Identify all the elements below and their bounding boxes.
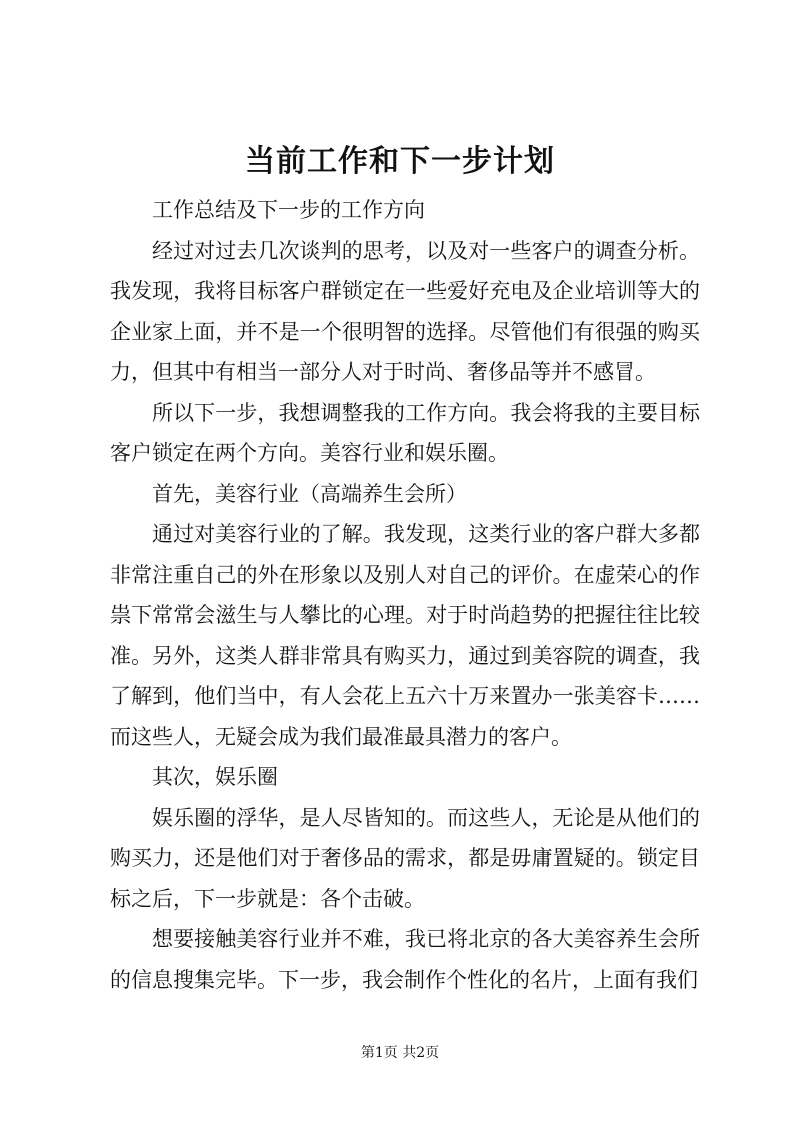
paragraph: 娱乐圈的浮华，是人尽皆知的。而这些人，无论是从他们的购买力，还是他们对于奢侈品的需求，都是毋庸置疑的。锁定目标之后，下一步就是：各个击破。	[110, 805, 700, 911]
paragraph-heading: 首先，美容行业（高端养生会所）	[152, 481, 467, 506]
paragraph: 通过对美容行业的了解。我发现，这类行业的客户群大多都非常注重自己的外在形象以及别人对自己的评价。在虚荣心的作祟下常常会滋生与人攀比的心理。对于时尚趋势的把握往往比较准。另外，这类人群非常具有购买力，通过到美容院的调查，我了解到，他们当中，有人会花上五六十万来置办一张美容卡……而这些人，无疑会成为我们最准最具潜力的客户。	[110, 522, 700, 749]
document-body	[110, 190, 700, 1000]
paragraph: 所以下一步，我想调整我的工作方向。我会将我的主要目标客户锁定在两个方向。美容行业和娱乐圈。	[110, 400, 700, 465]
paragraph: 经过对过去几次谈判的思考，以及对一些客户的调查分析。我发现，我将目标客户群锁定在一些爱好充电及企业培训等大的企业家上面，并不是一个很明智的选择。尽管他们有很强的购买力，但其中有相当一部分人对于时尚、奢侈品等并不感冒。	[110, 238, 700, 384]
paragraph: 想要接触美容行业并不难，我已将北京的各大美容养生会所的信息搜集完毕。下一步，我会制作个性化的名片，上面有我们	[110, 927, 700, 992]
document-title: 当前工作和下一步计划	[245, 144, 555, 179]
paragraph-heading: 其次，娱乐圈	[152, 765, 278, 789]
page-footer: 第1页 共2页	[360, 1045, 440, 1061]
paragraph-heading: 工作总结及下一步的工作方向	[152, 198, 425, 222]
